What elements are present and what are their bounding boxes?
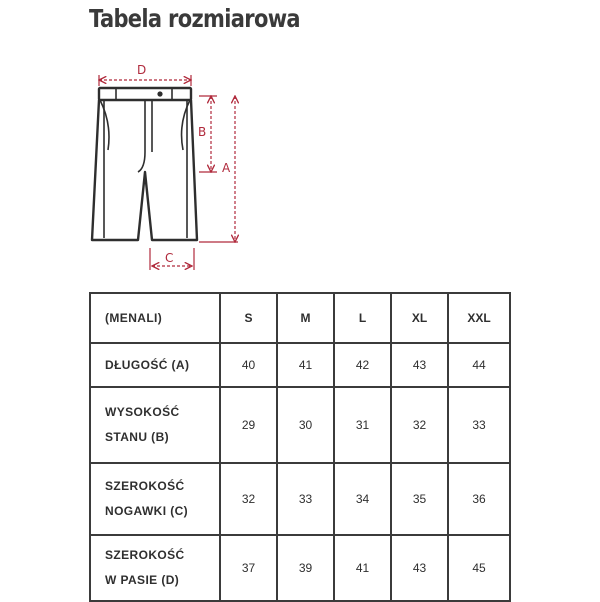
row-label-line: W PASIE (D) (105, 573, 180, 587)
table-header-cell: XL (391, 293, 448, 343)
table-cell: 32 (220, 463, 277, 535)
table-cell: 45 (448, 535, 510, 601)
table-cell: 39 (277, 535, 334, 601)
table-cell: 33 (277, 463, 334, 535)
table-cell: 36 (448, 463, 510, 535)
row-label-line: STANU (B) (105, 430, 170, 444)
page-title: Tabela rozmiarowa (89, 4, 300, 33)
row-label-line: WYSOKOŚĆ (105, 405, 180, 419)
table-cell: 41 (334, 535, 391, 601)
measure-a (199, 96, 238, 242)
shorts-details (100, 88, 190, 238)
row-label-line: NOGAWKI (C) (105, 504, 189, 518)
table-cell: 42 (334, 343, 391, 387)
table-header-cell: M (277, 293, 334, 343)
measure-label-a: A (222, 161, 231, 175)
table-header-cell: L (334, 293, 391, 343)
table-cell: 43 (391, 535, 448, 601)
row-label-line: SZEROKOŚĆ (105, 479, 185, 493)
table-cell: 44 (448, 343, 510, 387)
table-cell: 41 (277, 343, 334, 387)
table-cell: 32 (391, 387, 448, 463)
table-cell: 35 (391, 463, 448, 535)
table-cell: 34 (334, 463, 391, 535)
table-cell: 33 (448, 387, 510, 463)
table-header-cell: (MENALI) (90, 293, 220, 343)
table-header-row (90, 293, 510, 343)
table-header-cell: S (220, 293, 277, 343)
measure-label-c: C (165, 251, 174, 265)
table-cell: 37 (220, 535, 277, 601)
table-cell: 29 (220, 387, 277, 463)
table-header-cell: XXL (448, 293, 510, 343)
row-label (90, 343, 220, 387)
table-cell: 30 (277, 387, 334, 463)
row-label (90, 387, 220, 463)
table-row (90, 343, 510, 387)
table-row (90, 387, 510, 463)
table-cell: 40 (220, 343, 277, 387)
row-label (90, 535, 220, 601)
measure-label-d: D (137, 63, 147, 77)
table-cell: 43 (391, 343, 448, 387)
row-label-line: SZEROKOŚĆ (105, 548, 185, 562)
table-cell: 31 (334, 387, 391, 463)
measure-label-b: B (198, 125, 207, 139)
table-row (90, 535, 510, 601)
row-label (90, 463, 220, 535)
table-row (90, 463, 510, 535)
size-table (89, 292, 511, 602)
shorts-measurement-diagram (0, 0, 600, 290)
row-label-line: DŁUGOŚĆ (A) (105, 357, 190, 372)
